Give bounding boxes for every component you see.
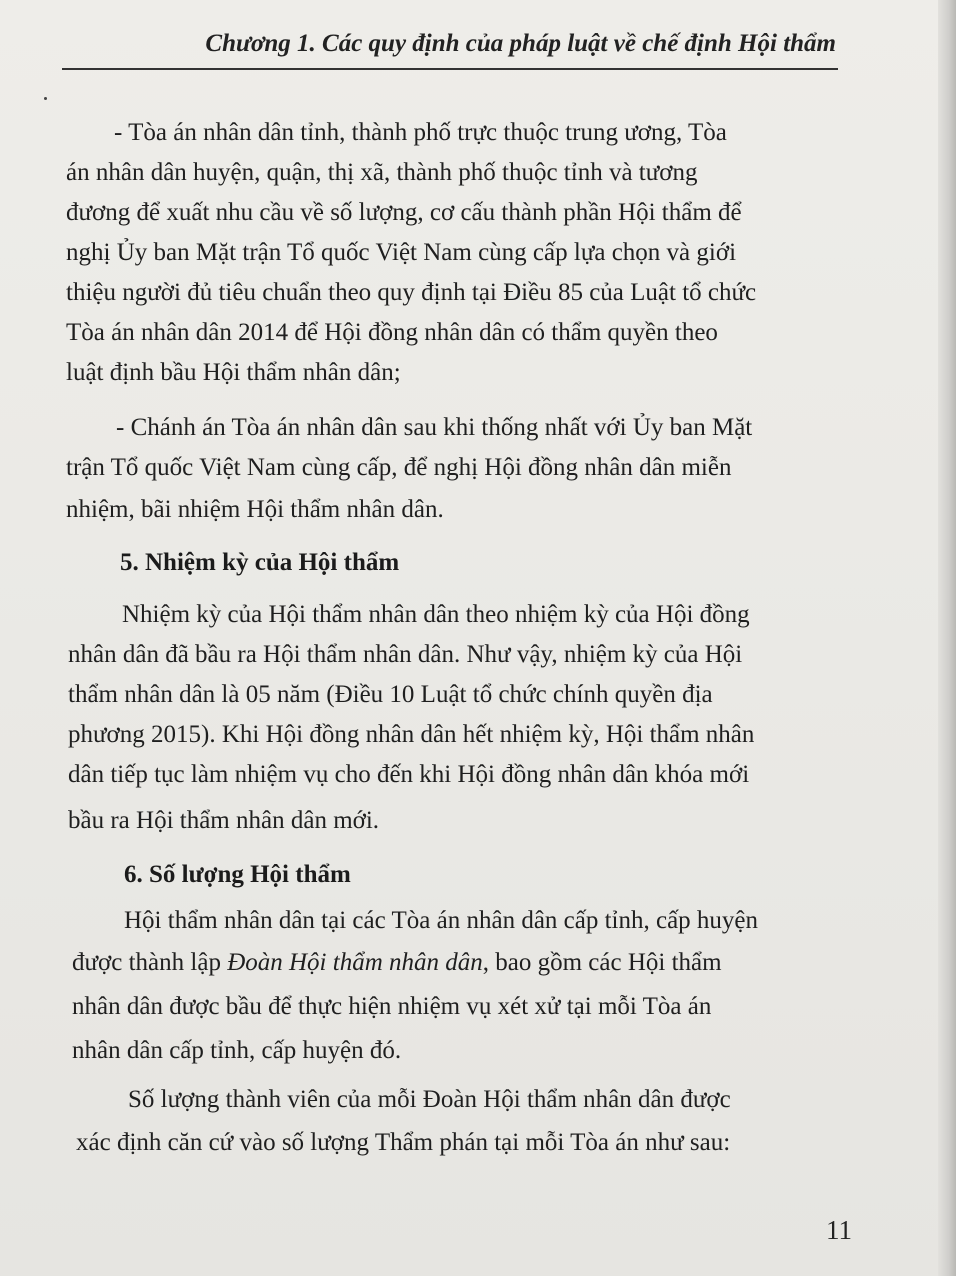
- body-line: xác định căn cứ vào số lượng Thẩm phán tại mỗi Tòa án như sau:: [76, 1129, 731, 1156]
- body-line: thiệu người đủ tiêu chuẩn theo quy định tại Điều 85 của Luật tổ chức: [66, 279, 757, 306]
- body-line: trận Tổ quốc Việt Nam cùng cấp, để nghị Hội đồng nhân dân miễn: [66, 454, 732, 481]
- section-heading: 6. Số lượng Hội thẩm: [124, 861, 351, 888]
- body-line: Nhiệm kỳ của Hội thẩm nhân dân theo nhiệm kỳ của Hội đồng: [122, 601, 750, 628]
- body-line: luật định bầu Hội thẩm nhân dân;: [66, 359, 401, 386]
- body-line: phương 2015). Khi Hội đồng nhân dân hết nhiệm kỳ, Hội thẩm nhân: [68, 721, 755, 748]
- body-line: - Chánh án Tòa án nhân dân sau khi thống nhất với Ủy ban Mặt: [116, 414, 753, 441]
- body-line: Hội thẩm nhân dân tại các Tòa án nhân dân cấp tỉnh, cấp huyện: [124, 907, 759, 934]
- body-line: bầu ra Hội thẩm nhân dân mới.: [68, 807, 380, 834]
- body-line: nghị Ủy ban Mặt trận Tổ quốc Việt Nam cùng cấp lựa chọn và giới: [66, 239, 737, 266]
- page-number: 11: [826, 1215, 852, 1245]
- body-line: nhân dân được bầu để thực hiện nhiệm vụ xét xử tại mỗi Tòa án: [72, 993, 712, 1020]
- body-line: nhân dân đã bầu ra Hội thẩm nhân dân. Như vậy, nhiệm kỳ của Hội: [68, 641, 743, 668]
- body-line: thẩm nhân dân là 05 năm (Điều 10 Luật tổ chức chính quyền địa: [68, 681, 713, 708]
- body-line: đương để xuất nhu cầu về số lượng, cơ cấu thành phần Hội thẩm để: [66, 199, 742, 226]
- body-line: được thành lập Đoàn Hội thẩm nhân dân, bao gồm các Hội thẩm: [72, 949, 722, 976]
- body-line: - Tòa án nhân dân tỉnh, thành phố trực thuộc trung ương, Tòa: [114, 119, 727, 146]
- body-line: án nhân dân huyện, quận, thị xã, thành phố thuộc tỉnh và tương: [66, 159, 698, 186]
- running-header-title: Chương 1. Các quy định của pháp luật về chế định Hội thẩm: [205, 30, 836, 57]
- body-line: dân tiếp tục làm nhiệm vụ cho đến khi Hội đồng nhân dân khóa mới: [68, 761, 750, 788]
- body-line: nhân dân cấp tỉnh, cấp huyện đó.: [72, 1037, 402, 1064]
- emphasis-term: Đoàn Hội thẩm nhân dân: [227, 949, 483, 976]
- body-line: nhiệm, bãi nhiệm Hội thẩm nhân dân.: [66, 496, 444, 523]
- header-rule: [62, 68, 838, 70]
- page-edge: [938, 0, 956, 1276]
- body-line: Tòa án nhân dân 2014 để Hội đồng nhân dân có thẩm quyền theo: [66, 319, 718, 346]
- body-line: Số lượng thành viên của mỗi Đoàn Hội thẩm nhân dân được: [128, 1086, 731, 1113]
- section-heading: 5. Nhiệm kỳ của Hội thẩm: [120, 549, 400, 576]
- print-speck: [44, 97, 47, 100]
